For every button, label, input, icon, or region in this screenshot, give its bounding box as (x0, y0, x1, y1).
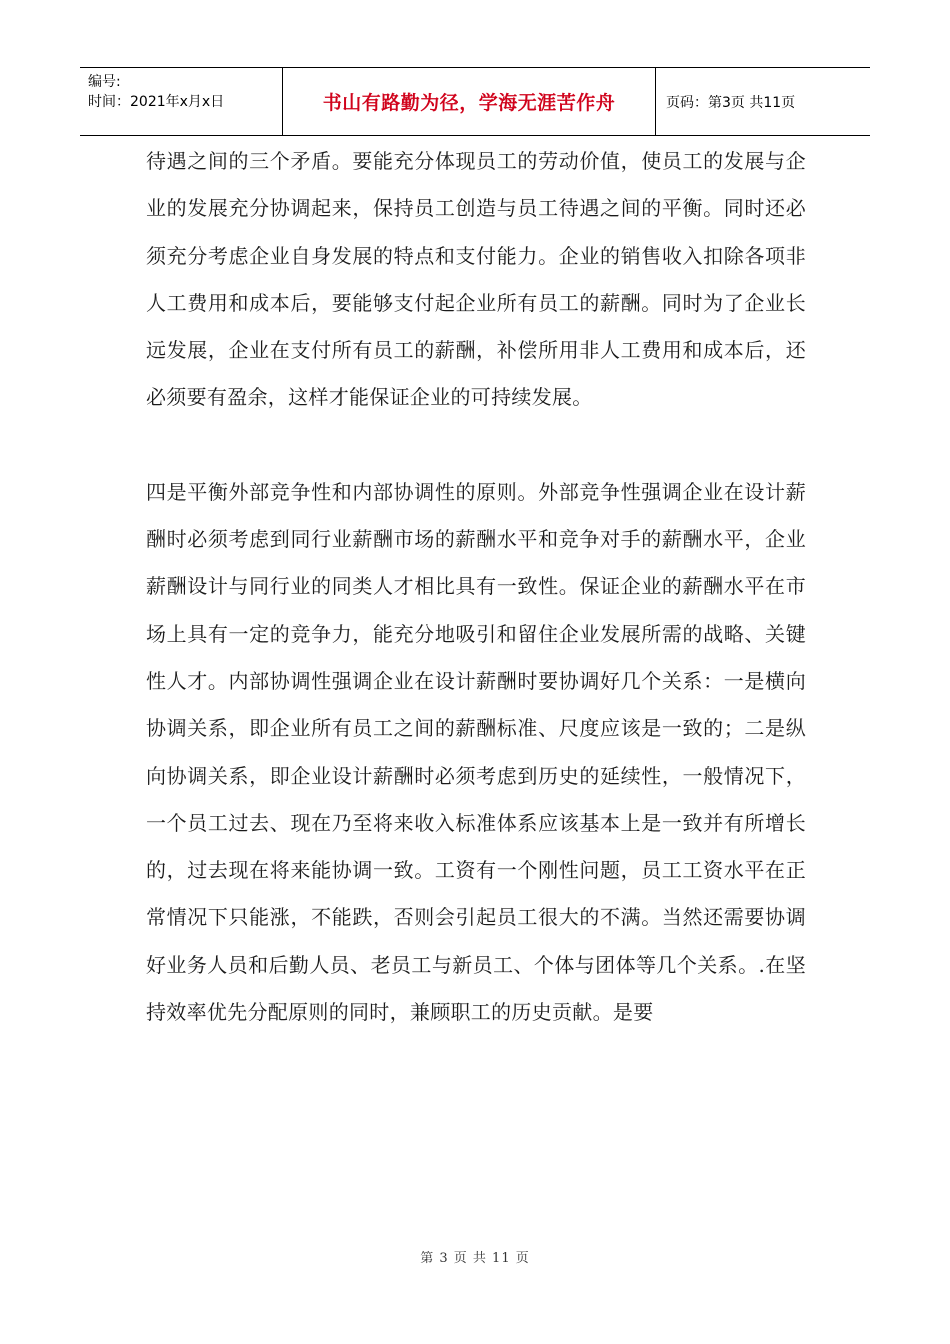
document-number-label: 编号: (88, 74, 121, 90)
document-time-label: 时间：2021年x月x日 (88, 94, 225, 110)
document-header (80, 67, 870, 136)
paragraph-2: 四是平衡外部竞争性和内部协调性的原则。外部竞争性强调企业在设计薪酬时必须考虑到同行业薪酬市场的薪酬水平和竞争对手的薪酬水平，企业薪酬设计与同行业的同类人才相比具有一致性。保证企业的薪酬水平在市场上具有一定的竞争力，能充分地吸引和留住企业发展所需的战略、关键性人才。内部协调性强调企业在设计薪酬时要协调好几个关系：一是横向协调关系，即企业所有员工之间的薪酬标准、尺度应该是一致的；二是纵向协调关系，即企业设计薪酬时必须考虑到历史的延续性，一般情况下，一个员工过去、现在乃至将来收入标准体系应该基本上是一致并有所增长的，过去现在将来能协调一致。工资有一个刚性问题，员工工资水平在正常情况下只能涨，不能跌，否则会引起员工很大的不满。当然还需要协调好业务人员和后勤人员、老员工与新员工、个体与团体等几个关系。.在坚持效率优先分配原则的同时，兼顾职工的历史贡献。是要 (146, 479, 806, 1025)
header-motto: 书山有路勤为径，学海无涯苦作舟 (282, 68, 656, 135)
paragraph-1: 待遇之间的三个矛盾。要能充分体现员工的劳动价值，使员工的发展与企业的发展充分协调起来，保持员工创造与员工待遇之间的平衡。同时还必须充分考虑企业自身发展的特点和支付能力。企业的销售收入扣除各项非人工费用和成本后，要能够支付起企业所有员工的薪酬。同时为了企业长远发展，企业在支付所有员工的薪酬，补偿所用非人工费用和成本后，还必须要有盈余，这样才能保证企业的可持续发展。 (146, 149, 806, 410)
header-meta (80, 68, 282, 135)
header-page-code: 页码：第3页 共11页 (666, 94, 796, 111)
document-body (146, 138, 806, 1036)
page-footer: 第 3 页 共 11 页 (420, 1251, 530, 1266)
paragraph-spacer (146, 422, 806, 469)
